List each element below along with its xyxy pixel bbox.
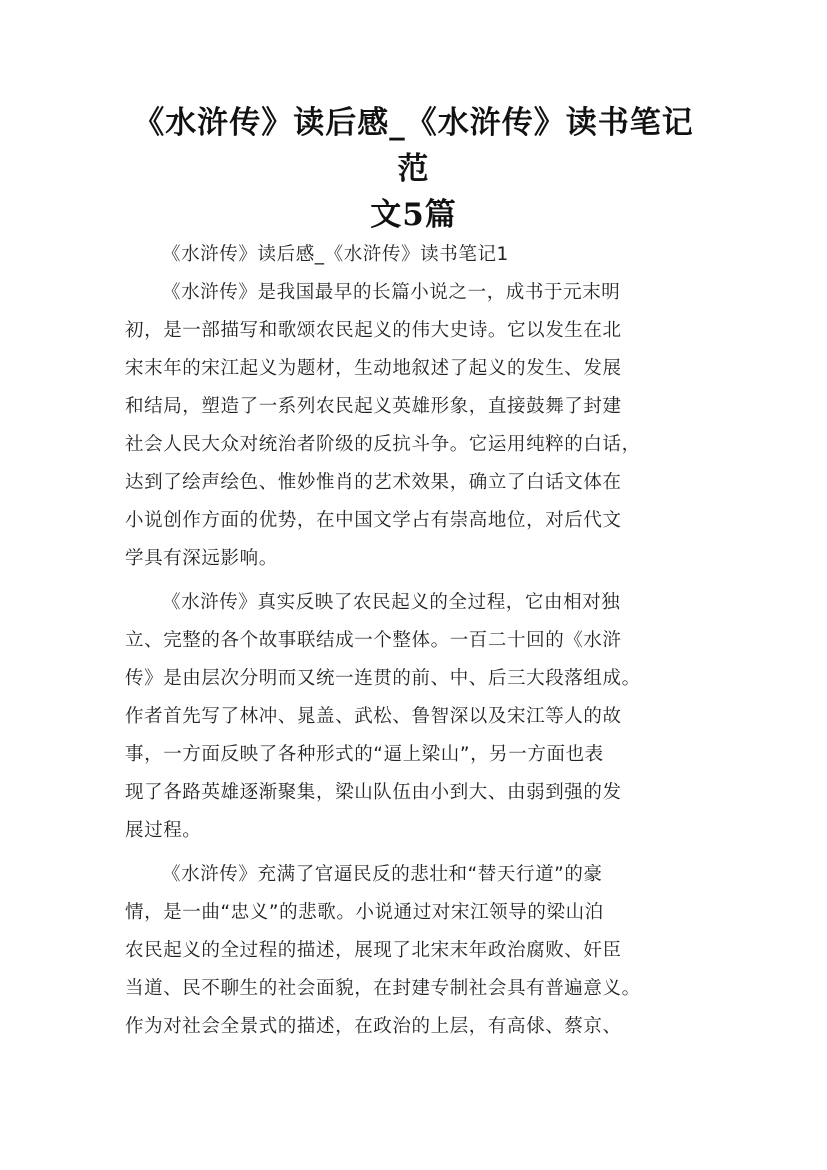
paragraph-line: 农民起义的全过程的描述，展现了北宋末年政治腐败、奸臣 xyxy=(125,940,622,961)
paragraph-line: 作为对社会全景式的描述，在政治的上层，有高俅、蔡京、 xyxy=(125,1016,622,1037)
paragraph-line: 事，一方面反映了各种形式的“逼上梁山”，另一方面也表 xyxy=(125,744,604,765)
document-body xyxy=(125,236,715,1046)
paragraph-line: 《水浒传》是我国最早的长篇小说之一，成书于元末明 xyxy=(162,282,621,303)
paragraph-line: 当道、民不聊生的社会面貌，在封建专制社会具有普遍意义。 xyxy=(125,978,641,999)
paragraph xyxy=(125,856,715,1046)
title-line: 《水浒传》读后感_《水浒传》读书笔记范 xyxy=(133,105,694,187)
paragraph-line: 社会人民大众对统治者阶级的反抗斗争。它运用纯粹的白话， xyxy=(125,434,641,455)
paragraph-line: 现了各路英雄逐渐聚集，梁山队伍由小到大、由弱到强的发 xyxy=(125,782,622,803)
paragraph-line: 立、完整的各个故事联结成一个整体。一百二十回的《水浒 xyxy=(125,630,622,651)
paragraph xyxy=(125,274,715,578)
paragraph-line: 初，是一部描写和歌颂农民起义的伟大史诗。它以发生在北 xyxy=(125,320,622,341)
section-subtitle: 《水浒传》读后感_《水浒传》读书笔记1 xyxy=(162,244,509,265)
paragraph xyxy=(125,584,715,850)
paragraph-line: 《水浒传》充满了官逼民反的悲壮和“替天行道”的豪 xyxy=(162,864,603,885)
paragraph-line: 小说创作方面的优势，在中国文学占有崇高地位，对后代文 xyxy=(125,510,622,531)
paragraph-line: 和结局，塑造了一系列农民起义英雄形象，直接鼓舞了封建 xyxy=(125,396,622,417)
paragraph-line: 传》是由层次分明而又统一连贯的前、中、后三大段落组成。 xyxy=(125,668,641,689)
paragraph-line: 宋末年的宋江起义为题材，生动地叙述了起义的发生、发展 xyxy=(125,358,622,379)
title-line: 文5篇 xyxy=(370,197,457,233)
paragraph-line: 《水浒传》真实反映了农民起义的全过程，它由相对独 xyxy=(162,592,621,613)
paragraph-line: 作者首先写了林冲、晁盖、武松、鲁智深以及宋江等人的故 xyxy=(125,706,622,727)
paragraph-line: 学具有深远影响。 xyxy=(125,548,278,569)
paragraph-line: 达到了绘声绘色、惟妙惟肖的艺术效果，确立了白话文体在 xyxy=(125,472,622,493)
paragraph-line: 情，是一曲“忠义”的悲歌。小说通过对宋江领导的梁山泊 xyxy=(125,902,604,923)
document-title xyxy=(120,100,707,238)
paragraph-line: 展过程。 xyxy=(125,820,202,841)
